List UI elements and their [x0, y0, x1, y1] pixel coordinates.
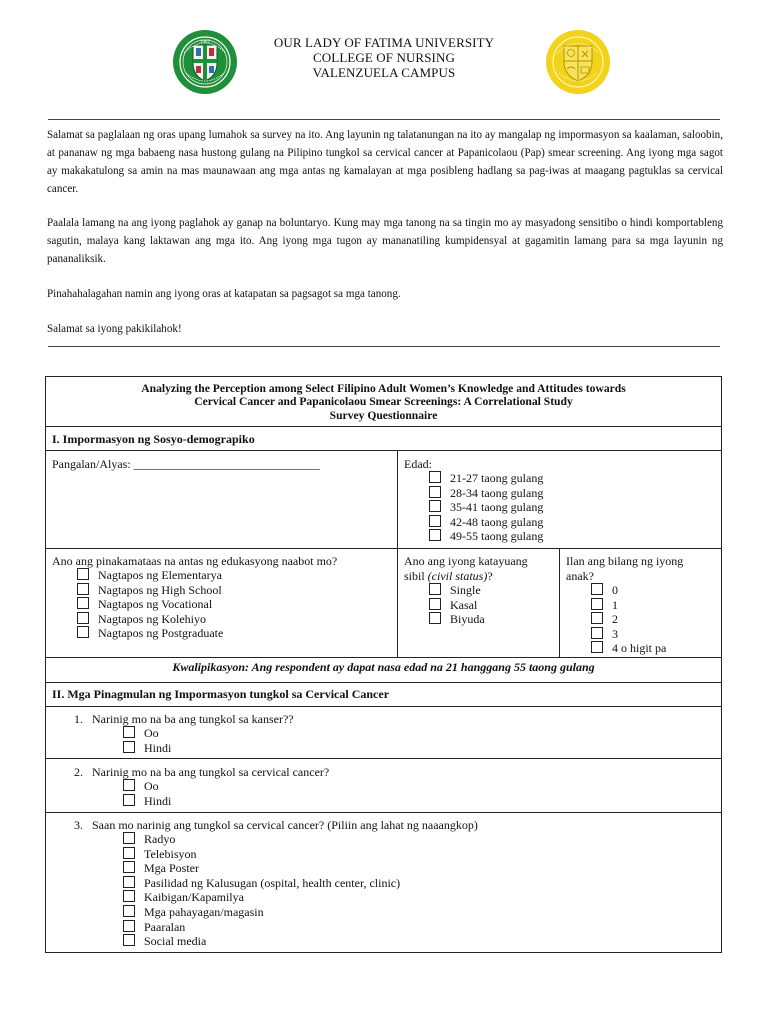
education-option[interactable]: Nagtapos ng Kolehiyo: [77, 612, 223, 627]
row-divider: [46, 682, 721, 683]
answer-option[interactable]: Pasilidad ng Kalusugan (ospital, health center, clinic): [123, 876, 400, 891]
answer-option[interactable]: Radyo: [123, 832, 400, 847]
checkbox[interactable]: [123, 741, 135, 753]
checkbox[interactable]: [429, 612, 441, 624]
answer-option[interactable]: Social media: [123, 934, 400, 949]
column-divider: [397, 450, 398, 657]
row-divider: [46, 706, 721, 707]
children-count-label: Ilan ang bilang ng iyong anak?: [566, 554, 684, 583]
civil-status-option[interactable]: Single: [429, 583, 485, 598]
education-options: [77, 568, 223, 641]
checkbox[interactable]: [591, 612, 603, 624]
row-divider: [46, 657, 721, 658]
question-1: 1. Narinig mo na ba ang tungkol sa kanser??: [74, 712, 294, 726]
row-divider: [46, 548, 721, 549]
checkbox[interactable]: [429, 500, 441, 512]
checkbox[interactable]: [123, 934, 135, 946]
checkbox[interactable]: [429, 583, 441, 595]
column-divider: [559, 548, 560, 657]
checkbox[interactable]: [591, 641, 603, 653]
children-count-option[interactable]: 2: [591, 612, 666, 627]
age-label: Edad:: [404, 457, 432, 471]
intro-divider: [48, 346, 720, 347]
answer-option[interactable]: Oo: [123, 726, 171, 741]
checkbox[interactable]: [123, 876, 135, 888]
education-option[interactable]: Nagtapos ng Vocational: [77, 597, 223, 612]
civil-status-options: [429, 583, 485, 627]
checkbox[interactable]: [429, 486, 441, 498]
checkbox[interactable]: [123, 847, 135, 859]
checkbox[interactable]: [77, 612, 89, 624]
checkbox[interactable]: [123, 861, 135, 873]
checkbox[interactable]: [77, 626, 89, 638]
education-label: Ano ang pinakamataas na antas ng edukasyong naabot mo?: [52, 554, 338, 568]
checkbox[interactable]: [123, 726, 135, 738]
answer-option[interactable]: Oo: [123, 779, 171, 794]
children-count-option[interactable]: 1: [591, 598, 666, 613]
age-option[interactable]: 49-55 taong gulang: [429, 529, 543, 544]
checkbox[interactable]: [77, 568, 89, 580]
answer-option[interactable]: Mga Poster: [123, 861, 400, 876]
age-options: [429, 471, 543, 544]
civil-status-option[interactable]: Kasal: [429, 598, 485, 613]
checkbox[interactable]: [591, 627, 603, 639]
survey-form: [45, 376, 722, 953]
nursing-seal-logo: [545, 29, 611, 95]
education-option[interactable]: Nagtapos ng High School: [77, 583, 223, 598]
answer-option[interactable]: Mga pahayagan/magasin: [123, 905, 400, 920]
checkbox[interactable]: [591, 598, 603, 610]
row-divider: [46, 758, 721, 759]
question-2-options: [123, 779, 171, 808]
checkbox[interactable]: [123, 794, 135, 806]
survey-title: Analyzing the Perception among Select Filipino Adult Women’s Knowledge and Attitudes towards Cervical Cancer and Papanicolaou Smear Screenings: A Correlational Study Survey Questionnaire: [141, 382, 626, 422]
children-count-option[interactable]: 3: [591, 627, 666, 642]
row-divider: [46, 812, 721, 813]
row-divider: [46, 450, 721, 451]
checkbox[interactable]: [429, 515, 441, 527]
header-divider: [48, 119, 720, 120]
question-3: 3. Saan mo narinig ang tungkol sa cervical cancer? (Piliin ang lahat ng naaangkop): [74, 818, 478, 832]
age-option[interactable]: 21-27 taong gulang: [429, 471, 543, 486]
civil-status-option[interactable]: Biyuda: [429, 612, 485, 627]
checkbox[interactable]: [123, 905, 135, 917]
checkbox[interactable]: [123, 890, 135, 902]
name-field[interactable]: Pangalan/Alyas: _______________________________: [52, 457, 320, 471]
education-option[interactable]: Nagtapos ng Elementarya: [77, 568, 223, 583]
checkbox[interactable]: [123, 779, 135, 791]
children-count-option[interactable]: 0: [591, 583, 666, 598]
children-count-option[interactable]: 4 o higit pa: [591, 641, 666, 656]
checkbox[interactable]: [429, 471, 441, 483]
svg-text:1967: 1967: [199, 39, 211, 44]
question-2: 2. Narinig mo na ba ang tungkol sa cervical cancer?: [74, 765, 330, 779]
question-3-options: [123, 832, 400, 949]
letterhead: [230, 35, 538, 80]
checkbox[interactable]: [123, 832, 135, 844]
checkbox[interactable]: [591, 583, 603, 595]
answer-option[interactable]: Paaralan: [123, 920, 400, 935]
intro-paragraph-3: Pinahahalagahan namin ang iyong oras at katapatan sa pagsagot sa mga tanong.: [47, 288, 401, 300]
age-option[interactable]: 28-34 taong gulang: [429, 486, 543, 501]
children-count-options: [591, 583, 666, 656]
checkbox[interactable]: [77, 597, 89, 609]
question-1-options: [123, 726, 171, 755]
education-option[interactable]: Nagtapos ng Postgraduate: [77, 626, 223, 641]
checkbox[interactable]: [429, 598, 441, 610]
answer-option[interactable]: Kaibigan/Kapamilya: [123, 890, 400, 905]
college-name: COLLEGE OF NURSING: [313, 50, 455, 65]
age-option[interactable]: 42-48 taong gulang: [429, 515, 543, 530]
row-divider: [46, 426, 721, 427]
intro-paragraph-1: Salamat sa paglalaan ng oras upang lumahok sa survey na ito. Ang layunin ng talatanungan na ito ay mangalap ng impormasyon sa kaalaman, saloobin, at pananaw ng mga babaeng nasa hustong gulang na Pilipino tungkol sa cervical cancer at Papanicolaou (Pap) smear screening. Ang iyong mga sagot ay makakatulong sa amin na mas maunawaan ang mga antas ng kamalayan at mga posibleng hadlang sa pag-iwas at maagang pagtuklas sa cervical cancer.: [47, 129, 723, 195]
checkbox[interactable]: [77, 583, 89, 595]
intro-paragraph-2: Paalala lamang na ang iyong paglahok ay ganap na boluntaryo. Kung may mga tanong na sa tingin mo ay masyadong sensitibo o hindi komportableng sagutin, malaya kang laktawan ang mga ito. Ang iyong mga tugon ay mananatiling kumpidensyal at gagamitin lamang para sa mga layunin ng pananaliksik.: [47, 217, 723, 265]
campus-name: VALENZUELA CAMPUS: [312, 65, 456, 80]
university-seal-logo: [172, 29, 238, 95]
answer-option[interactable]: Hindi: [123, 741, 171, 756]
civil-status-label: Ano ang iyong katayuang sibil (civil status)?: [404, 554, 528, 583]
qualification-note: Kwalipikasyon: Ang respondent ay dapat nasa edad na 21 hanggang 55 taong gulang: [172, 660, 595, 674]
answer-option[interactable]: Telebisyon: [123, 847, 400, 862]
university-name: OUR LADY OF FATIMA UNIVERSITY: [273, 35, 495, 50]
section-2-heading: II. Mga Pinagmulan ng Impormasyon tungkol sa Cervical Cancer: [52, 687, 390, 701]
intro-paragraph-4: Salamat sa iyong pakikilahok!: [47, 323, 182, 335]
section-1-heading: I. Impormasyon ng Sosyo-demograpiko: [52, 432, 255, 446]
checkbox[interactable]: [123, 920, 135, 932]
checkbox[interactable]: [429, 529, 441, 541]
answer-option[interactable]: Hindi: [123, 794, 171, 809]
age-option[interactable]: 35-41 taong gulang: [429, 500, 543, 515]
